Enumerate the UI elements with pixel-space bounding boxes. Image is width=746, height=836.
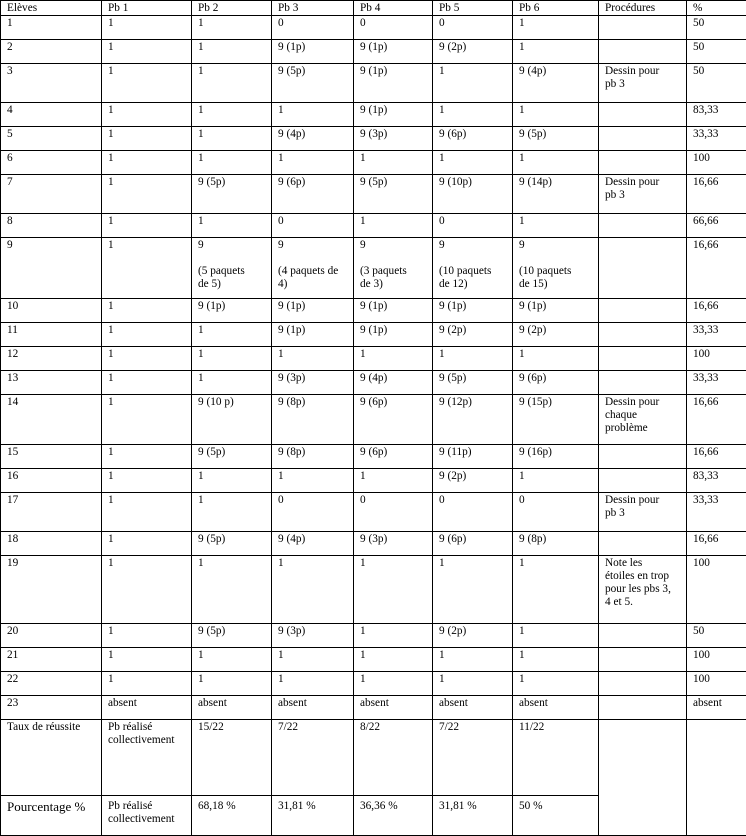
cell-percent: 33,33 [687,371,746,395]
table-row [1,64,746,103]
cell-eleve: 22 [1,672,102,696]
cell-procedures [599,532,687,556]
cell-pb6: 1 [513,103,599,127]
cell-pb2: 1 [192,469,272,493]
cell-pb1: 1 [102,64,192,103]
pourcentage-cell: 68,18 % [192,796,272,836]
cell-eleve: 15 [1,445,102,469]
cell-percent: 100 [687,151,746,175]
cell-pb3: 1 [272,103,354,127]
cell-pb3: 1 [272,672,354,696]
cell-pb2: 9 (5p) [192,445,272,469]
cell-procedures [599,672,687,696]
cell-pb2: 1 [192,214,272,238]
header-row [1,1,746,16]
cell-pb6: 1 [513,624,599,648]
cell-pb6: 9 (1p) [513,299,599,323]
header-cell-pb4: Pb 4 [354,1,433,16]
cell-pb6: 1 [513,151,599,175]
cell-pb2: 1 [192,151,272,175]
cell-procedures [599,624,687,648]
cell-pb1: 1 [102,371,192,395]
taux-cell: 7/22 [272,720,354,796]
header-cell-eleves: Elèves [1,1,102,16]
cell-pb6: absent [513,696,599,720]
cell-pb1: 1 [102,175,192,214]
cell-pb4: 1 [354,151,433,175]
cell-pb1: 1 [102,445,192,469]
cell-pb4: 9 (1p) [354,40,433,64]
table-row [1,395,746,445]
cell-pb6: 9 (6p) [513,371,599,395]
table-row [1,238,746,299]
cell-pb5: 9 (6p) [433,532,513,556]
cell-percent: absent [687,696,746,720]
cell-procedures [599,238,687,299]
cell-pb5: 1 [433,648,513,672]
cell-pb3: 9 (8p) [272,445,354,469]
cell-pb5: 9 (2p) [433,624,513,648]
cell-procedures: Dessin pour pb 3 [599,64,687,103]
cell-pb5: 9 (5p) [433,371,513,395]
cell-pb4: 1 [354,556,433,624]
cell-eleve: 11 [1,323,102,347]
pourcentage-cell: Pb réalisé collectivement [102,796,192,836]
cell-pb6: 1 [513,469,599,493]
cell-percent: 33,33 [687,127,746,151]
cell-pb2: 9 (5p) [192,175,272,214]
cell-pb3: 9 (6p) [272,175,354,214]
cell-pb5: 1 [433,64,513,103]
cell-pb1: 1 [102,299,192,323]
cell-pb3: 9 (1p) [272,323,354,347]
cell-pb3: 1 [272,469,354,493]
cell-eleve: 23 [1,696,102,720]
cell-pb1: 1 [102,40,192,64]
cell-pb5: 1 [433,103,513,127]
cell-percent: 16,66 [687,532,746,556]
cell-pb2: 1 [192,371,272,395]
table-row [1,151,746,175]
cell-pb2: 9 (5p) [192,532,272,556]
cell-pb1: 1 [102,151,192,175]
table-row [1,16,746,40]
taux-cell: 8/22 [354,720,433,796]
cell-pb2: 1 [192,556,272,624]
cell-percent: 66,66 [687,214,746,238]
table-row [1,556,746,624]
taux-procedures-cell [599,720,687,836]
cell-pb1: 1 [102,127,192,151]
taux-label: Taux de réussite [1,720,102,796]
cell-procedures: Dessin pour pb 3 [599,493,687,532]
cell-pb3: 9 (1p) [272,40,354,64]
cell-pb5: 9 (12p) [433,395,513,445]
cell-eleve: 7 [1,175,102,214]
cell-pb3: 1 [272,648,354,672]
table-row [1,445,746,469]
cell-pb6: 9 (10 paquets de 15) [513,238,599,299]
cell-procedures [599,323,687,347]
cell-procedures [599,214,687,238]
cell-pb3: 9 (4 paquets de 4) [272,238,354,299]
cell-pb2: absent [192,696,272,720]
cell-pb4: 9 (1p) [354,103,433,127]
pourcentage-cell: 31,81 % [272,796,354,836]
cell-pb3: 9 (3p) [272,371,354,395]
cell-percent: 100 [687,672,746,696]
cell-pb2: 1 [192,127,272,151]
table-row [1,469,746,493]
cell-pb3: 1 [272,556,354,624]
cell-eleve: 19 [1,556,102,624]
cell-eleve: 4 [1,103,102,127]
table-row [1,696,746,720]
table-row [1,40,746,64]
cell-pb4: 1 [354,469,433,493]
cell-pb5: 1 [433,347,513,371]
cell-pb2: 9 (5 paquets de 5) [192,238,272,299]
cell-pb4: 9 (6p) [354,445,433,469]
cell-pb1: absent [102,696,192,720]
cell-pb6: 9 (16p) [513,445,599,469]
cell-percent: 33,33 [687,493,746,532]
cell-procedures [599,696,687,720]
header-cell-pb6: Pb 6 [513,1,599,16]
cell-pb5: 9 (11p) [433,445,513,469]
cell-pb6: 9 (8p) [513,532,599,556]
cell-pb2: 9 (5p) [192,624,272,648]
cell-percent: 100 [687,347,746,371]
cell-pb3: 9 (1p) [272,299,354,323]
cell-percent: 100 [687,556,746,624]
cell-pb4: 9 (4p) [354,371,433,395]
cell-pb4: 1 [354,624,433,648]
header-cell-pb3: Pb 3 [272,1,354,16]
cell-pb3: absent [272,696,354,720]
cell-pb3: 9 (5p) [272,64,354,103]
cell-pb6: 1 [513,556,599,624]
cell-procedures [599,299,687,323]
cell-pb6: 1 [513,16,599,40]
cell-pb5: 9 (2p) [433,40,513,64]
cell-pb6: 1 [513,40,599,64]
cell-eleve: 16 [1,469,102,493]
taux-cell: 7/22 [433,720,513,796]
cell-eleve: 10 [1,299,102,323]
cell-eleve: 1 [1,16,102,40]
taux-cell: 11/22 [513,720,599,796]
cell-pb2: 1 [192,672,272,696]
cell-pb5: 1 [433,151,513,175]
taux-row [1,720,746,796]
cell-pb1: 1 [102,556,192,624]
cell-eleve: 3 [1,64,102,103]
cell-pb4: 9 (1p) [354,323,433,347]
cell-pb2: 1 [192,323,272,347]
cell-procedures [599,16,687,40]
cell-procedures [599,445,687,469]
cell-percent: 16,66 [687,395,746,445]
cell-pb3: 1 [272,151,354,175]
table-row [1,323,746,347]
cell-pb6: 0 [513,493,599,532]
cell-procedures [599,347,687,371]
table-row [1,371,746,395]
taux-cell: 15/22 [192,720,272,796]
cell-percent: 33,33 [687,323,746,347]
table-row [1,347,746,371]
cell-pb5: 9 (10p) [433,175,513,214]
cell-pb5: 1 [433,556,513,624]
cell-pb1: 1 [102,624,192,648]
cell-pb4: 0 [354,493,433,532]
cell-pb3: 0 [272,16,354,40]
table-row [1,648,746,672]
cell-pb4: 9 (1p) [354,64,433,103]
cell-pb1: 1 [102,493,192,532]
cell-pb6: 1 [513,648,599,672]
cell-pb3: 9 (4p) [272,127,354,151]
cell-pb3: 9 (8p) [272,395,354,445]
cell-pb6: 1 [513,672,599,696]
table-row [1,175,746,214]
cell-pb1: 1 [102,323,192,347]
cell-eleve: 17 [1,493,102,532]
cell-pb2: 1 [192,493,272,532]
cell-eleve: 13 [1,371,102,395]
cell-percent: 100 [687,648,746,672]
cell-pb5: 1 [433,672,513,696]
cell-pb2: 9 (1p) [192,299,272,323]
cell-percent: 50 [687,40,746,64]
cell-pb5: 9 (2p) [433,323,513,347]
table-row [1,532,746,556]
taux-percent-cell [687,720,746,836]
cell-pb4: absent [354,696,433,720]
table-row [1,624,746,648]
cell-pb2: 1 [192,64,272,103]
cell-procedures: Note les étoiles en trop pour les pbs 3, 4 et 5. [599,556,687,624]
cell-pb1: 1 [102,648,192,672]
cell-eleve: 20 [1,624,102,648]
cell-eleve: 8 [1,214,102,238]
cell-pb2: 1 [192,103,272,127]
cell-pb2: 9 (10 p) [192,395,272,445]
header-cell-procedures: Procédures [599,1,687,16]
cell-pb3: 9 (4p) [272,532,354,556]
cell-pb1: 1 [102,16,192,40]
cell-pb2: 1 [192,40,272,64]
cell-procedures: Dessin pour pb 3 [599,175,687,214]
cell-pb6: 9 (14p) [513,175,599,214]
cell-pb5: 0 [433,16,513,40]
cell-pb4: 1 [354,214,433,238]
cell-pb2: 1 [192,347,272,371]
cell-pb1: 1 [102,469,192,493]
cell-pb4: 9 (3p) [354,532,433,556]
cell-pb5: absent [433,696,513,720]
cell-pb6: 9 (4p) [513,64,599,103]
cell-pb3: 1 [272,347,354,371]
pourcentage-cell: 36,36 % [354,796,433,836]
cell-pb3: 0 [272,493,354,532]
cell-procedures [599,103,687,127]
cell-pb5: 0 [433,214,513,238]
cell-pb1: 1 [102,214,192,238]
cell-pb1: 1 [102,672,192,696]
cell-pb1: 1 [102,532,192,556]
cell-eleve: 5 [1,127,102,151]
cell-pb1: 1 [102,103,192,127]
header-cell-percent: % [687,1,746,16]
cell-pb4: 1 [354,347,433,371]
pourcentage-cell: 31,81 % [433,796,513,836]
cell-pb2: 1 [192,648,272,672]
cell-pb4: 9 (3p) [354,127,433,151]
cell-percent: 83,33 [687,469,746,493]
cell-pb5: 9 (10 paquets de 12) [433,238,513,299]
cell-procedures [599,371,687,395]
cell-percent: 16,66 [687,175,746,214]
cell-pb4: 1 [354,648,433,672]
cell-eleve: 21 [1,648,102,672]
pourcentage-label: Pourcentage % [1,796,102,836]
cell-eleve: 9 [1,238,102,299]
cell-eleve: 2 [1,40,102,64]
cell-pb4: 1 [354,672,433,696]
cell-percent: 16,66 [687,299,746,323]
cell-procedures [599,151,687,175]
cell-procedures [599,127,687,151]
cell-procedures: Dessin pour chaque problème [599,395,687,445]
cell-pb1: 1 [102,347,192,371]
cell-pb3: 9 (3p) [272,624,354,648]
cell-pb6: 1 [513,347,599,371]
cell-pb4: 9 (5p) [354,175,433,214]
table-row [1,127,746,151]
cell-eleve: 12 [1,347,102,371]
cell-percent: 50 [687,64,746,103]
header-cell-pb2: Pb 2 [192,1,272,16]
table-row [1,214,746,238]
cell-pb6: 9 (2p) [513,323,599,347]
table-row [1,299,746,323]
cell-pb4: 9 (3 paquets de 3) [354,238,433,299]
cell-pb1: 1 [102,395,192,445]
table-row [1,672,746,696]
cell-pb3: 0 [272,214,354,238]
cell-pb5: 9 (1p) [433,299,513,323]
cell-eleve: 14 [1,395,102,445]
cell-procedures [599,40,687,64]
cell-procedures [599,648,687,672]
cell-pb5: 0 [433,493,513,532]
cell-percent: 16,66 [687,445,746,469]
cell-pb4: 9 (6p) [354,395,433,445]
taux-cell: Pb réalisé collectivement [102,720,192,796]
cell-percent: 50 [687,624,746,648]
cell-eleve: 18 [1,532,102,556]
table-row [1,103,746,127]
cell-eleve: 6 [1,151,102,175]
cell-pb4: 9 (1p) [354,299,433,323]
cell-pb2: 1 [192,16,272,40]
cell-procedures [599,469,687,493]
cell-percent: 50 [687,16,746,40]
cell-pb1: 1 [102,238,192,299]
header-cell-pb1: Pb 1 [102,1,192,16]
cell-pb6: 1 [513,214,599,238]
table-row [1,493,746,532]
pourcentage-cell: 50 % [513,796,599,836]
cell-pb5: 9 (2p) [433,469,513,493]
cell-percent: 16,66 [687,238,746,299]
cell-pb6: 9 (5p) [513,127,599,151]
cell-pb6: 9 (15p) [513,395,599,445]
cell-pb4: 0 [354,16,433,40]
cell-pb5: 9 (6p) [433,127,513,151]
cell-percent: 83,33 [687,103,746,127]
header-cell-pb5: Pb 5 [433,1,513,16]
